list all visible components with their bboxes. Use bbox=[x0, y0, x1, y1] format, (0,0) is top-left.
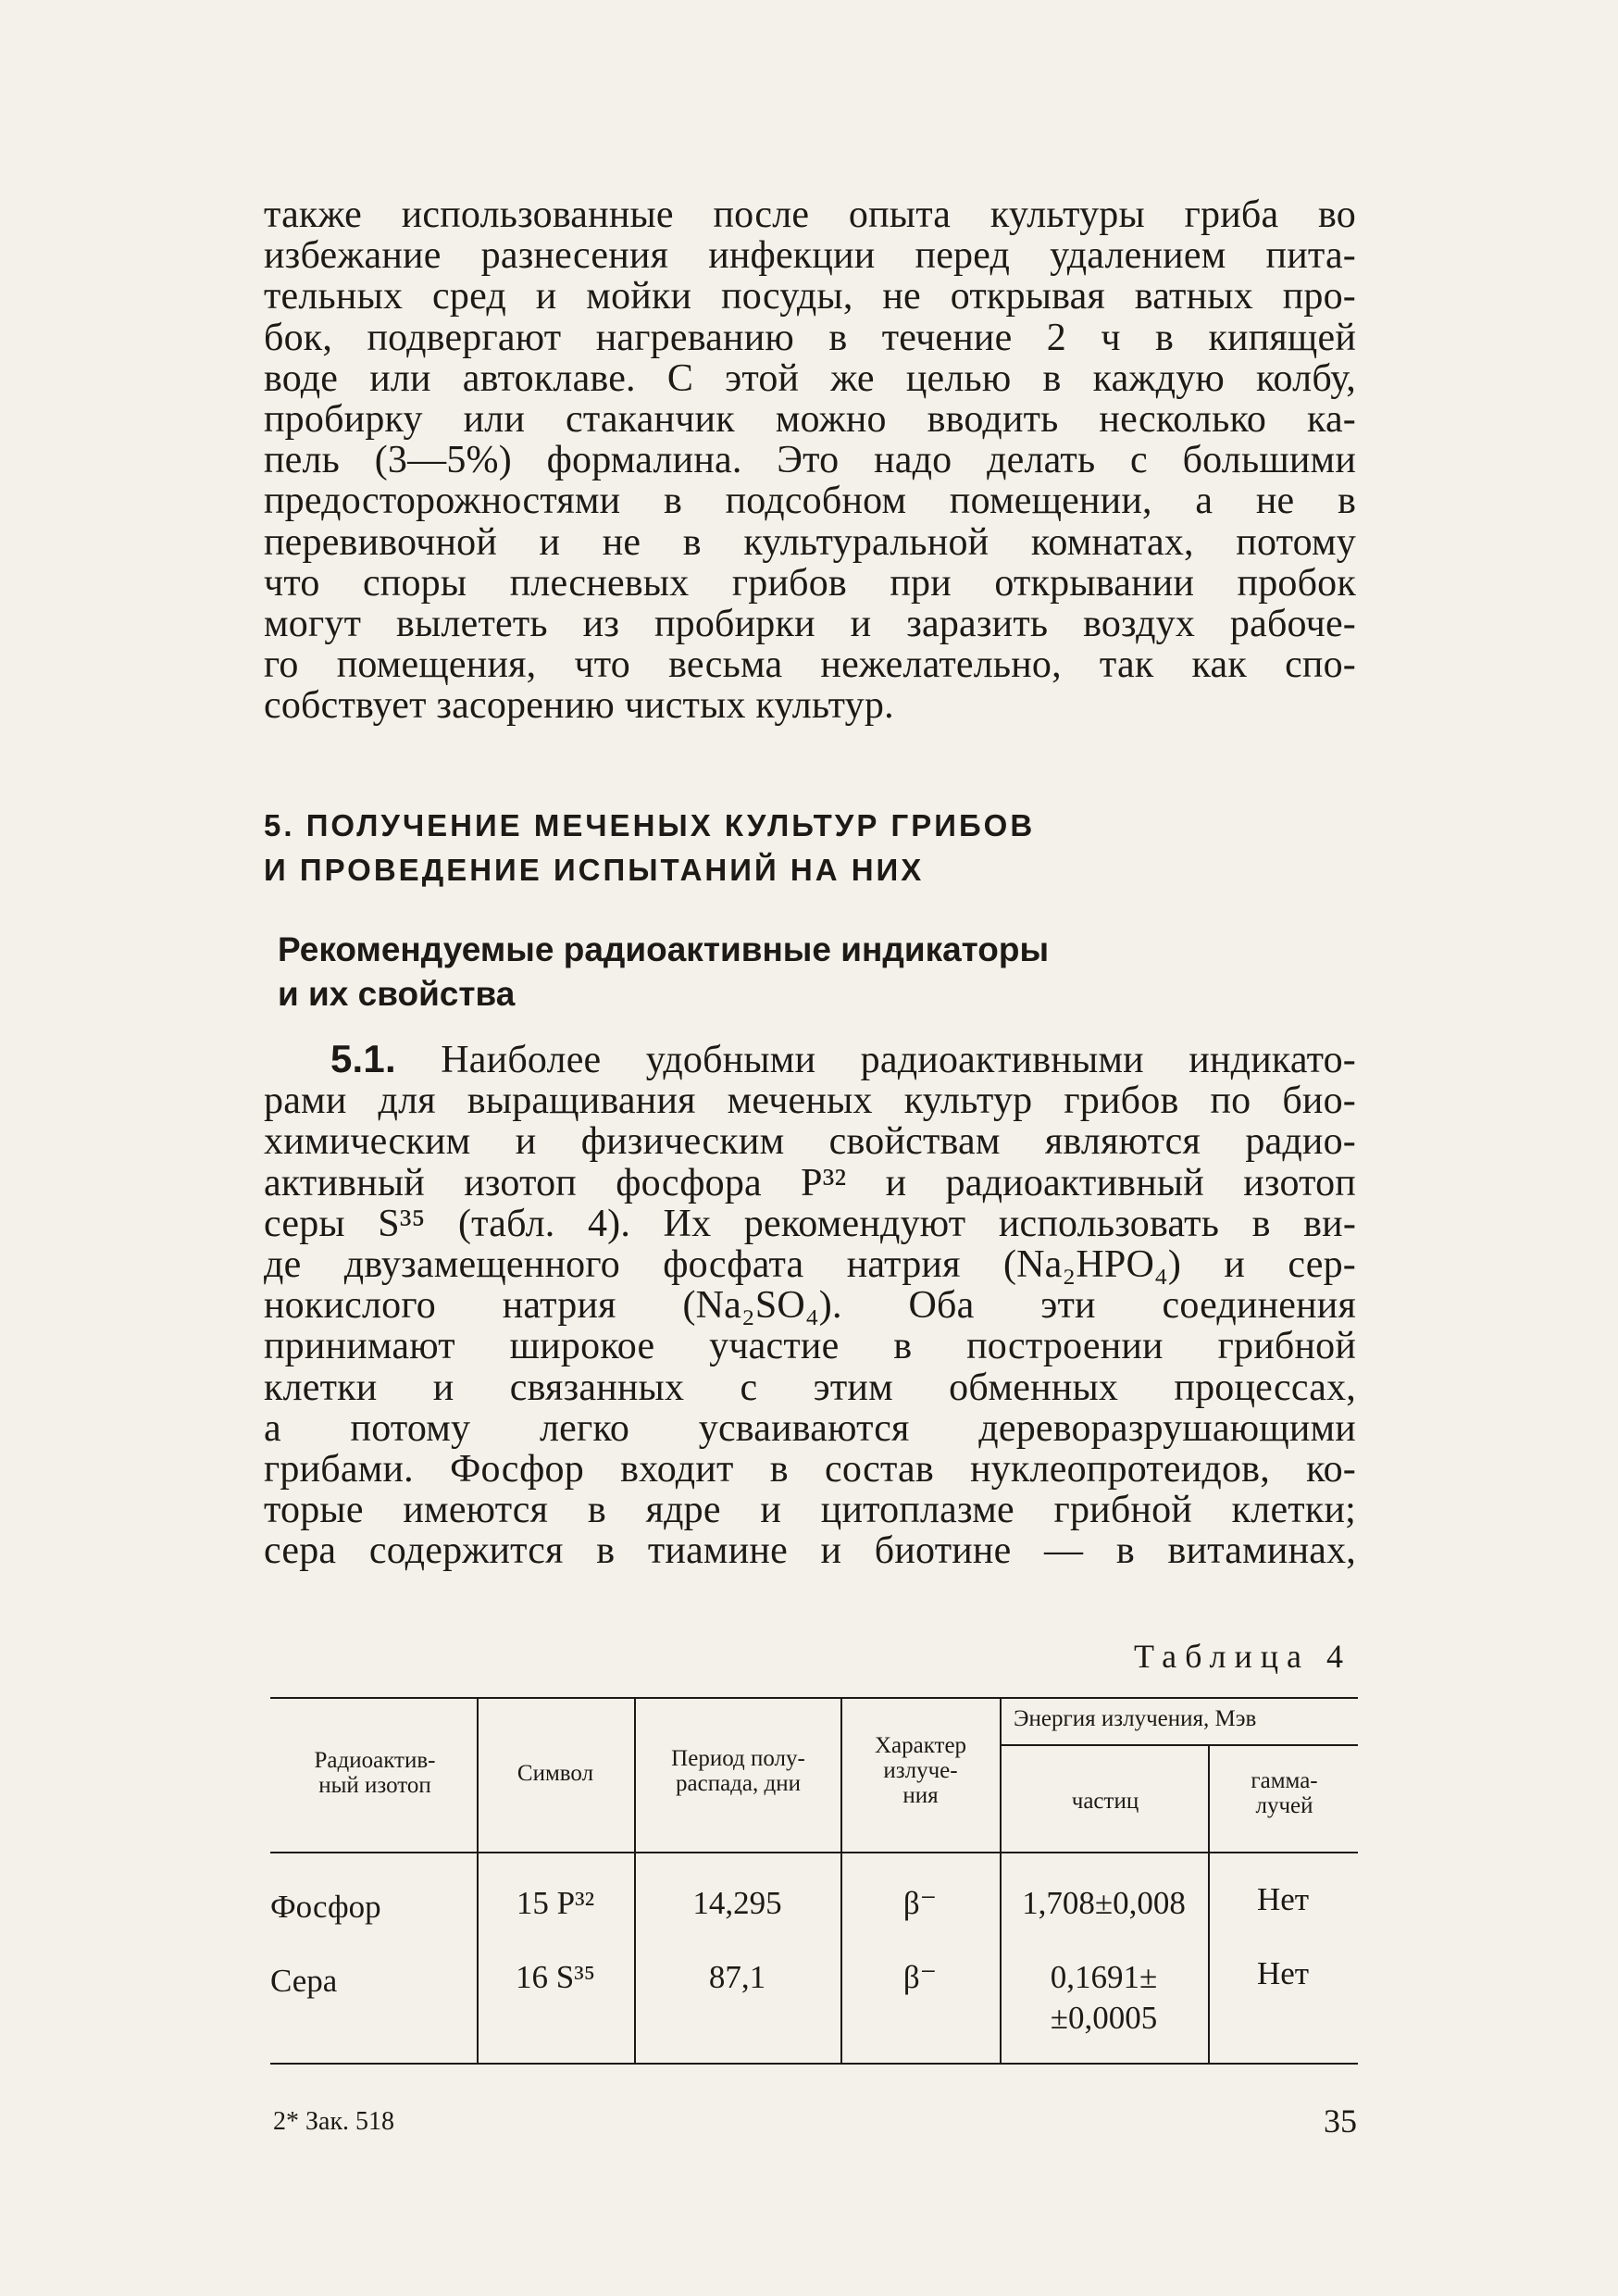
subheading-line-1: Рекомендуемые радиоактивные индикаторы bbox=[278, 930, 1050, 968]
header-isotope: Радиоактив- ный изотоп bbox=[314, 1748, 436, 1798]
cell-gamma: Нет bbox=[1256, 1881, 1310, 1917]
cell-symbol: 16 S³⁵ bbox=[516, 1959, 595, 1995]
text-line: предосторожностями в подсобном помещении, а не в bbox=[264, 480, 1356, 523]
text-line: перевивочной и не в культуральной комнатах, потому bbox=[264, 520, 1356, 564]
text-line: грибами. Фосфор входит в состав нуклеопротеидов, ко- bbox=[264, 1448, 1356, 1491]
header-symbol: Символ bbox=[517, 1761, 594, 1786]
text-line: тельных сред и мойки посуды, не открывая ватных про- bbox=[264, 275, 1356, 318]
cell-particles: 0,1691± bbox=[1050, 1959, 1158, 1995]
paragraph-1 bbox=[264, 194, 1356, 727]
cell-isotope: Сера bbox=[270, 1963, 338, 1999]
text-line: химическим и физическим свойствам являются радио- bbox=[264, 1120, 1356, 1164]
subheading-line-2: и их свойства bbox=[278, 975, 516, 1013]
paragraph-number: 5.1. bbox=[330, 1037, 396, 1080]
text-line: воде или автоклаве. С этой же целью в каждую колбу, bbox=[264, 356, 1356, 400]
text-line: собствует засорению чистых культур. bbox=[264, 684, 894, 728]
column-divider bbox=[840, 1699, 842, 2063]
table-caption: Таблица 4 bbox=[1134, 1638, 1351, 1675]
text-line: принимают широкое участие в построении грибной bbox=[264, 1325, 1356, 1368]
page-number: 35 bbox=[1324, 2103, 1357, 2140]
printer-signature: 2* Зак. 518 bbox=[273, 2107, 395, 2136]
cell-gamma: Нет bbox=[1256, 1955, 1310, 1991]
cell-symbol: 15 P³² bbox=[516, 1885, 595, 1921]
energy-subheader-rule bbox=[1000, 1744, 1358, 1746]
header-energy: Энергия излучения, Мэв bbox=[1014, 1706, 1257, 1731]
text-line: пробирку или стаканчик можно вводить несколько ка- bbox=[264, 398, 1356, 442]
text-line: что споры плесневых грибов при открывании пробок bbox=[264, 561, 1356, 605]
cell-particles-continued: ±0,0005 bbox=[1050, 2000, 1158, 2036]
text-line: бок, подвергают нагреванию в течение 2 ч в кипящей bbox=[264, 316, 1356, 359]
cell-radiation-type: β⁻ bbox=[902, 1959, 938, 1995]
text-line: рами для выращивания меченых культур грибов по био- bbox=[264, 1079, 1356, 1123]
cell-particles: 1,708±0,008 bbox=[1022, 1885, 1186, 1921]
text-line: торые имеются в ядре и цитоплазме грибной клетки; bbox=[264, 1489, 1356, 1532]
header-particles: частиц bbox=[1071, 1789, 1139, 1814]
text-line: а потому легко усваиваются дереворазрушающими bbox=[264, 1406, 1356, 1450]
text-line: также использованные после опыта культуры гриба во bbox=[264, 193, 1356, 236]
header-gamma: гамма- лучей bbox=[1251, 1768, 1318, 1818]
text-line: нокислого натрия (Na₂SO₄). Оба эти соединения bbox=[264, 1284, 1356, 1328]
header-radiation-type: Характер излуче- ния bbox=[874, 1733, 967, 1808]
text-line: серы S³⁵ (табл. 4). Их рекомендуют использовать в ви- bbox=[264, 1202, 1356, 1245]
header-half-life: Период полу- распада, дни bbox=[671, 1746, 805, 1796]
cell-isotope: Фосфор bbox=[270, 1889, 381, 1925]
text-line: избежание разнесения инфекции перед удалением пита- bbox=[264, 234, 1356, 278]
text-line: клетки и связанных с этим обменных процессах, bbox=[264, 1366, 1356, 1409]
cell-radiation-type: β⁻ bbox=[902, 1885, 938, 1921]
header-bottom-rule bbox=[270, 1852, 1358, 1853]
column-divider bbox=[477, 1699, 479, 2063]
text-line-first bbox=[264, 1039, 1356, 1080]
text-line: активный изотоп фосфора P³² и радиоактивный изотоп bbox=[264, 1161, 1356, 1204]
table-top-rule bbox=[270, 1697, 1358, 1699]
section-heading-line-1: 5. ПОЛУЧЕНИЕ МЕЧЕНЫХ КУЛЬТУР ГРИБОВ bbox=[264, 808, 1036, 842]
section-heading-line-2: И ПРОВЕДЕНИЕ ИСПЫТАНИЙ НА НИХ bbox=[264, 853, 925, 887]
cell-half-life: 14,295 bbox=[692, 1885, 782, 1921]
column-divider bbox=[634, 1699, 636, 2063]
text-line: сера содержится в тиамине и биотине — в витаминах, bbox=[264, 1529, 1356, 1573]
text-line-content: Наиболее удобными радиоактивными индикато- bbox=[441, 1039, 1356, 1081]
text-line: могут вылететь из пробирки и заразить воздух рабоче- bbox=[264, 603, 1356, 646]
table-bottom-rule bbox=[270, 2063, 1358, 2065]
paragraph-2 bbox=[264, 1039, 1356, 1572]
cell-half-life: 87,1 bbox=[708, 1959, 766, 1995]
text-line: го помещения, что весьма нежелательно, так как спо- bbox=[264, 643, 1356, 687]
text-line: пель (3—5%) формалина. Это надо делать с большими bbox=[264, 439, 1356, 482]
text-line: де двузамещенного фосфата натрия (Na₂HPO₄) и сер- bbox=[264, 1243, 1356, 1287]
